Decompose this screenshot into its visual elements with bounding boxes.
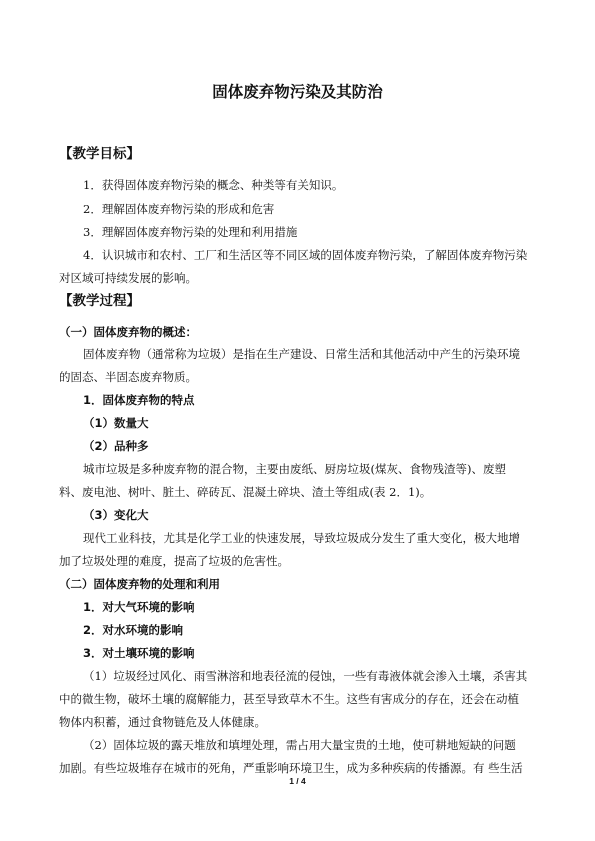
paragraph-line: 城市垃圾是多种废弃物的混合物，主要由废纸、厨房垃圾(煤灰、食物残渣等)、废塑 (83, 462, 506, 476)
paragraph-line: 加剧。有些垃圾堆存在城市的死角，严重影响环境卫生，成为多种疾病的传播源。有 些生活 (59, 761, 523, 775)
section-heading: （一）固体废弃物的概述： (59, 325, 197, 339)
paragraph-line: （1）垃圾经过风化、雨雪淋溶和地表径流的侵蚀，一些有毒液体就会渗入土壤，杀害其 (83, 669, 528, 683)
paragraph-line: 中的微生物，破坏土壤的腐解能力，甚至导致草木不生。这些有害成分的存在，还会在动植 (59, 692, 519, 706)
objective-item: 1．获得固体废弃物污染的概念、种类等有关知识。 (83, 178, 344, 192)
page-number: 1 / 4 (289, 776, 306, 786)
paragraph-line: 的固态、半固态废弃物质。 (59, 370, 197, 384)
paragraph-line: 固体废弃物（通常称为垃圾）是指在生产建设、日常生活和其他活动中产生的污染环境 (83, 347, 520, 361)
paragraph-line: 物体内积蓄，通过食物链危及人体健康。 (59, 715, 266, 729)
paragraph-line: 料、废电池、树叶、脏土、碎砖瓦、混凝土碎块、渣土等组成(表 2．1)。 (59, 485, 432, 499)
subsection-heading: 3．对土壤环境的影响 (83, 646, 195, 660)
objective-item: 4．认识城市和农村、工厂和生活区等不同区域的固体废弃物污染，了解固体废弃物污染 (83, 248, 528, 262)
paragraph-line: 加了垃圾处理的难度，提高了垃圾的危害性。 (59, 554, 289, 568)
objective-item-continued: 对区域可持续发展的影响。 (59, 271, 197, 285)
paragraph-line: （2）固体垃圾的露天堆放和填埋处理，需占用大量宝贵的土地，使可耕地短缺的问题 (83, 738, 516, 752)
document-title: 固体废弃物污染及其防治 (212, 83, 383, 101)
objective-item: 2．理解固体废弃物污染的形成和危害 (83, 202, 275, 216)
section-heading: （二）固体废弃物的处理和利用 (59, 577, 220, 591)
subsection-heading: 1．对大气环境的影响 (83, 600, 195, 614)
subsection-item: （3）变化大 (83, 508, 149, 522)
subsection-heading: 1．固体废弃物的特点 (83, 393, 195, 407)
subsection-item: （2）品种多 (83, 439, 149, 453)
objectives-heading: 【教学目标】 (59, 146, 140, 162)
subsection-heading: 2．对水环境的影响 (83, 623, 184, 637)
process-heading: 【教学过程】 (59, 293, 140, 309)
subsection-item: （1）数量大 (83, 416, 149, 430)
objective-item: 3．理解固体废弃物污染的处理和利用措施 (83, 225, 298, 239)
paragraph-line: 现代工业科技，尤其是化学工业的快速发展，导致垃圾成分发生了重大变化，极大地增 (83, 531, 520, 545)
